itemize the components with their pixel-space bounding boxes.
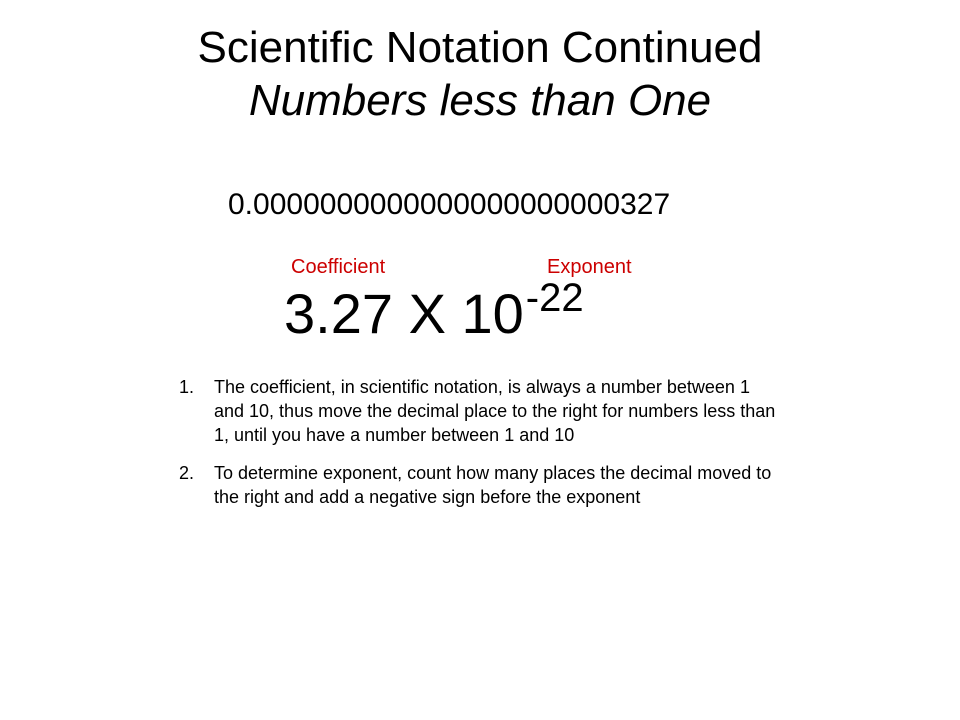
exponent-value: -22 [525, 276, 584, 320]
step-text: To determine exponent, count how many places the decimal moved to the right and add a negative sign before the exponent [214, 462, 772, 507]
exponent-label: Exponent [547, 256, 632, 278]
list-item [176, 376, 776, 448]
step-number: 2. [179, 462, 195, 483]
list-item [176, 462, 776, 510]
step-number: 1. [179, 377, 195, 397]
title-subtitle: Numbers less than One [248, 75, 712, 125]
multiply-operator: X [408, 282, 446, 345]
decimal-number: 0.0000000000000000000000327 [228, 188, 671, 221]
step-text: The coefficient, in scientific notation, is always a number between 1 and 10, thus move the decimal place to the right for numbers less than 1, until you have a number between 1 and 10 [214, 377, 776, 445]
base-value: 10 [461, 282, 524, 345]
slide-title [0, 22, 960, 128]
title-main: Scientific Notation Continued [197, 23, 763, 72]
scientific-notation-expression [284, 276, 584, 345]
coefficient-value: 3.27 [284, 282, 393, 345]
steps-list [176, 376, 776, 524]
coefficient-label: Coefficient [291, 256, 386, 278]
